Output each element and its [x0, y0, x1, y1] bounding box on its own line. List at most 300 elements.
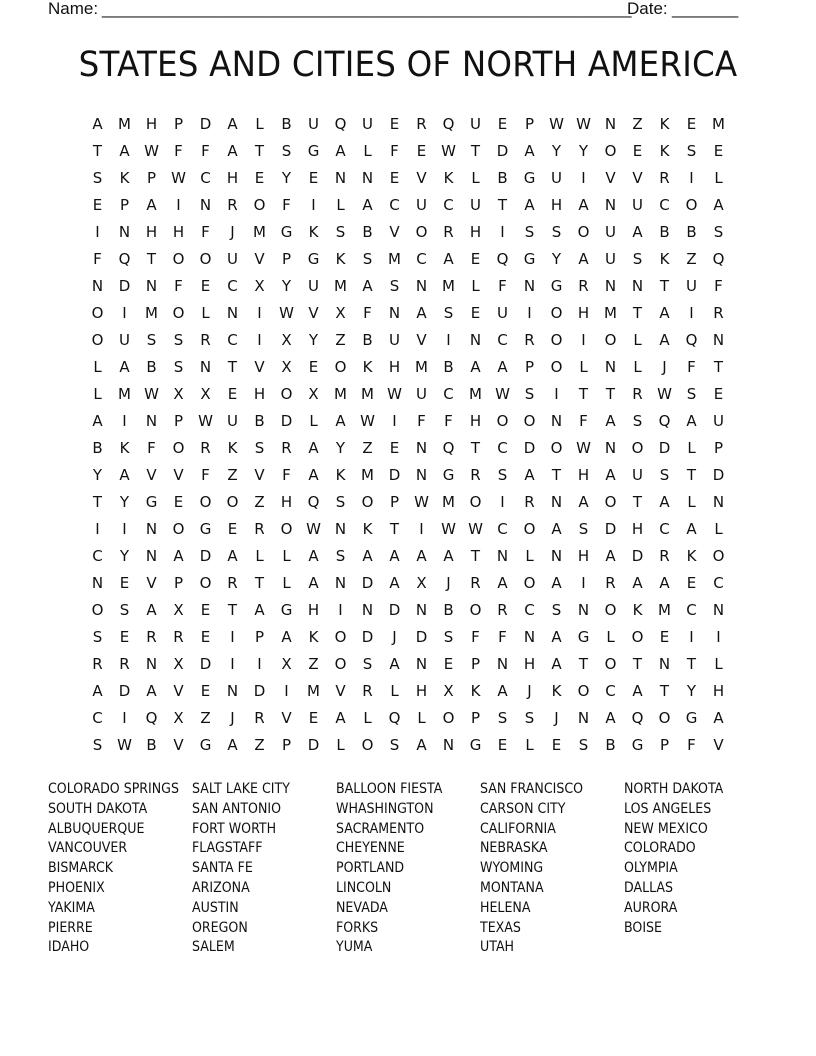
grid-letter[interactable]: R	[200, 331, 211, 349]
grid-letter[interactable]: W	[144, 385, 159, 403]
grid-letter[interactable]: O	[604, 601, 617, 619]
grid-letter[interactable]: E	[713, 142, 724, 160]
grid-letter[interactable]: O	[523, 574, 536, 592]
grid-letter[interactable]: G	[307, 142, 320, 160]
grid-letter[interactable]: T	[254, 142, 265, 160]
grid-letter[interactable]: E	[389, 115, 400, 133]
grid-letter[interactable]: O	[172, 520, 185, 538]
grid-letter[interactable]: Z	[362, 439, 373, 457]
grid-letter[interactable]: I	[122, 709, 127, 727]
grid-letter[interactable]: U	[632, 466, 643, 484]
grid-letter[interactable]: N	[550, 547, 563, 565]
grid-letter[interactable]: S	[578, 520, 589, 538]
grid-letter[interactable]: A	[227, 736, 238, 754]
grid-letter[interactable]: A	[227, 142, 238, 160]
grid-letter[interactable]: E	[497, 115, 508, 133]
grid-letter[interactable]: A	[389, 574, 400, 592]
grid-letter[interactable]: L	[282, 547, 291, 565]
grid-letter[interactable]: N	[145, 547, 158, 565]
grid-letter[interactable]: T	[578, 385, 589, 403]
grid-letter[interactable]: X	[281, 655, 292, 673]
grid-letter[interactable]: M	[469, 385, 482, 403]
grid-letter[interactable]: L	[255, 115, 264, 133]
grid-letter[interactable]: D	[712, 466, 725, 484]
grid-letter[interactable]: D	[199, 115, 212, 133]
grid-letter[interactable]: U	[605, 250, 616, 268]
grid-letter[interactable]: V	[308, 304, 319, 322]
grid-letter[interactable]: P	[146, 169, 157, 187]
grid-letter[interactable]: S	[524, 385, 535, 403]
grid-letter[interactable]: U	[416, 196, 427, 214]
grid-letter[interactable]: N	[712, 331, 725, 349]
grid-letter[interactable]: M	[334, 385, 347, 403]
grid-letter[interactable]: K	[335, 466, 346, 484]
grid-letter[interactable]: M	[361, 466, 374, 484]
grid-letter[interactable]: X	[281, 358, 292, 376]
grid-letter[interactable]: T	[632, 304, 643, 322]
grid-letter[interactable]: J	[230, 709, 235, 727]
grid-letter[interactable]: T	[578, 655, 589, 673]
grid-letter[interactable]: L	[93, 385, 102, 403]
grid-letter[interactable]: Y	[281, 169, 292, 187]
grid-letter[interactable]: R	[254, 520, 265, 538]
grid-letter[interactable]: G	[523, 250, 536, 268]
grid-letter[interactable]: S	[254, 439, 265, 457]
grid-letter[interactable]: A	[470, 358, 481, 376]
grid-letter[interactable]: O	[199, 574, 212, 592]
grid-letter[interactable]: W	[198, 412, 213, 430]
grid-letter[interactable]: U	[686, 277, 697, 295]
grid-letter[interactable]: B	[443, 358, 454, 376]
grid-letter[interactable]: E	[308, 169, 319, 187]
grid-letter[interactable]: A	[416, 736, 427, 754]
grid-letter[interactable]: N	[334, 169, 347, 187]
grid-letter[interactable]: P	[659, 736, 670, 754]
grid-letter[interactable]: U	[308, 277, 319, 295]
grid-letter[interactable]: E	[200, 682, 211, 700]
grid-letter[interactable]: F	[93, 250, 102, 268]
grid-letter[interactable]: Y	[308, 331, 319, 349]
grid-letter[interactable]: I	[311, 196, 316, 214]
grid-letter[interactable]: Y	[335, 439, 346, 457]
grid-letter[interactable]: J	[662, 358, 667, 376]
grid-letter[interactable]: R	[281, 439, 292, 457]
grid-letter[interactable]: E	[470, 250, 481, 268]
grid-letter[interactable]: D	[199, 547, 212, 565]
grid-letter[interactable]: C	[92, 709, 103, 727]
grid-letter[interactable]: R	[524, 493, 535, 511]
grid-letter[interactable]: I	[230, 628, 235, 646]
grid-letter[interactable]: A	[713, 196, 724, 214]
grid-letter[interactable]: H	[280, 493, 293, 511]
grid-letter[interactable]: A	[686, 520, 697, 538]
grid-letter[interactable]: D	[118, 277, 131, 295]
grid-letter[interactable]: A	[119, 142, 130, 160]
grid-letter[interactable]: E	[713, 385, 724, 403]
grid-letter[interactable]: F	[471, 628, 480, 646]
name-blank-line[interactable]: ________________________________________________________	[102, 0, 632, 18]
grid-letter[interactable]: V	[335, 682, 346, 700]
grid-letter[interactable]: Q	[658, 412, 671, 430]
grid-letter[interactable]: O	[631, 439, 644, 457]
grid-letter[interactable]: A	[659, 493, 670, 511]
grid-letter[interactable]: P	[389, 493, 400, 511]
grid-letter[interactable]: A	[659, 304, 670, 322]
grid-letter[interactable]: J	[446, 574, 451, 592]
grid-letter[interactable]: L	[363, 142, 372, 160]
grid-letter[interactable]: L	[282, 574, 291, 592]
grid-letter[interactable]: O	[172, 304, 185, 322]
grid-letter[interactable]: O	[415, 223, 428, 241]
grid-letter[interactable]: L	[471, 169, 480, 187]
grid-letter[interactable]: L	[633, 331, 642, 349]
grid-letter[interactable]: A	[308, 439, 319, 457]
grid-letter[interactable]: F	[579, 412, 588, 430]
grid-letter[interactable]: R	[227, 196, 238, 214]
grid-letter[interactable]: E	[389, 439, 400, 457]
grid-letter[interactable]: K	[362, 358, 373, 376]
grid-letter[interactable]: W	[468, 520, 483, 538]
grid-letter[interactable]: O	[91, 331, 104, 349]
grid-letter[interactable]: G	[631, 736, 644, 754]
grid-letter[interactable]: O	[172, 439, 185, 457]
grid-letter[interactable]: T	[254, 574, 265, 592]
grid-letter[interactable]: U	[389, 331, 400, 349]
grid-letter[interactable]: I	[581, 574, 586, 592]
grid-letter[interactable]: I	[95, 520, 100, 538]
grid-letter[interactable]: X	[173, 601, 184, 619]
grid-letter[interactable]: H	[631, 520, 644, 538]
grid-letter[interactable]: J	[554, 709, 559, 727]
grid-letter[interactable]: F	[147, 439, 156, 457]
grid-letter[interactable]: Z	[632, 115, 643, 133]
grid-letter[interactable]: O	[253, 196, 266, 214]
grid-letter[interactable]: C	[659, 520, 670, 538]
grid-letter[interactable]: O	[172, 250, 185, 268]
grid-letter[interactable]: V	[632, 169, 643, 187]
grid-letter[interactable]: U	[119, 331, 130, 349]
grid-letter[interactable]: B	[605, 736, 616, 754]
grid-letter[interactable]: S	[659, 466, 670, 484]
grid-letter[interactable]: I	[257, 331, 262, 349]
grid-letter[interactable]: B	[362, 331, 373, 349]
grid-letter[interactable]: W	[117, 736, 132, 754]
grid-letter[interactable]: C	[443, 196, 454, 214]
grid-letter[interactable]: O	[226, 493, 239, 511]
grid-letter[interactable]: S	[443, 628, 454, 646]
grid-letter[interactable]: S	[362, 250, 373, 268]
grid-letter[interactable]: L	[525, 736, 534, 754]
grid-letter[interactable]: W	[657, 385, 672, 403]
grid-letter[interactable]: R	[146, 628, 157, 646]
grid-letter[interactable]: H	[388, 358, 401, 376]
grid-letter[interactable]: W	[576, 439, 591, 457]
grid-letter[interactable]: S	[524, 223, 535, 241]
grid-letter[interactable]: C	[659, 196, 670, 214]
grid-letter[interactable]: E	[443, 655, 454, 673]
grid-letter[interactable]: R	[632, 385, 643, 403]
grid-letter[interactable]: S	[632, 412, 643, 430]
grid-letter[interactable]: N	[604, 439, 617, 457]
grid-letter[interactable]: A	[308, 466, 319, 484]
grid-letter[interactable]: N	[199, 358, 212, 376]
grid-letter[interactable]: A	[308, 547, 319, 565]
grid-letter[interactable]: A	[362, 277, 373, 295]
grid-letter[interactable]: N	[415, 439, 428, 457]
grid-letter[interactable]: N	[712, 601, 725, 619]
grid-letter[interactable]: N	[145, 277, 158, 295]
grid-letter[interactable]: R	[227, 574, 238, 592]
grid-letter[interactable]: N	[91, 277, 104, 295]
grid-letter[interactable]: S	[92, 628, 103, 646]
grid-letter[interactable]: I	[500, 493, 505, 511]
grid-letter[interactable]: Q	[442, 115, 455, 133]
grid-letter[interactable]: M	[253, 223, 266, 241]
grid-letter[interactable]: W	[360, 412, 375, 430]
grid-letter[interactable]: S	[335, 223, 346, 241]
grid-letter[interactable]: F	[687, 358, 696, 376]
grid-letter[interactable]: U	[227, 412, 238, 430]
grid-letter[interactable]: C	[416, 250, 427, 268]
grid-letter[interactable]: Q	[334, 115, 347, 133]
grid-letter[interactable]: L	[363, 709, 372, 727]
grid-letter[interactable]: T	[227, 358, 238, 376]
grid-letter[interactable]: C	[227, 277, 238, 295]
grid-letter[interactable]: S	[389, 277, 400, 295]
grid-letter[interactable]: E	[119, 628, 130, 646]
grid-letter[interactable]: O	[469, 601, 482, 619]
grid-letter[interactable]: K	[335, 250, 346, 268]
grid-letter[interactable]: Y	[92, 466, 103, 484]
grid-letter[interactable]: I	[446, 331, 451, 349]
grid-letter[interactable]: K	[686, 547, 697, 565]
grid-letter[interactable]: M	[307, 682, 320, 700]
grid-letter[interactable]: H	[253, 385, 266, 403]
grid-letter[interactable]: D	[415, 628, 428, 646]
grid-letter[interactable]: U	[551, 169, 562, 187]
grid-letter[interactable]: R	[659, 169, 670, 187]
grid-letter[interactable]: E	[497, 736, 508, 754]
grid-letter[interactable]: N	[334, 574, 347, 592]
grid-letter[interactable]: A	[443, 547, 454, 565]
grid-letter[interactable]: Q	[631, 709, 644, 727]
grid-letter[interactable]: V	[146, 466, 157, 484]
grid-letter[interactable]: B	[281, 115, 292, 133]
grid-letter[interactable]: N	[118, 223, 131, 241]
grid-letter[interactable]: A	[686, 412, 697, 430]
grid-letter[interactable]: O	[91, 601, 104, 619]
grid-letter[interactable]: V	[173, 682, 184, 700]
grid-letter[interactable]: U	[713, 412, 724, 430]
grid-letter[interactable]: A	[632, 574, 643, 592]
grid-letter[interactable]: O	[523, 412, 536, 430]
grid-letter[interactable]: I	[338, 601, 343, 619]
grid-letter[interactable]: M	[145, 304, 158, 322]
grid-letter[interactable]: A	[173, 547, 184, 565]
grid-letter[interactable]: N	[496, 547, 509, 565]
grid-letter[interactable]: A	[524, 142, 535, 160]
grid-letter[interactable]: X	[173, 385, 184, 403]
grid-letter[interactable]: N	[442, 736, 455, 754]
grid-letter[interactable]: O	[496, 412, 509, 430]
grid-letter[interactable]: A	[227, 115, 238, 133]
grid-letter[interactable]: F	[201, 223, 210, 241]
grid-letter[interactable]: S	[335, 493, 346, 511]
grid-letter[interactable]: F	[498, 628, 507, 646]
grid-letter[interactable]: Q	[388, 709, 401, 727]
grid-letter[interactable]: S	[497, 709, 508, 727]
grid-letter[interactable]: Q	[712, 250, 725, 268]
grid-letter[interactable]: F	[498, 277, 507, 295]
grid-letter[interactable]: A	[146, 196, 157, 214]
grid-letter[interactable]: X	[335, 304, 346, 322]
grid-letter[interactable]: V	[146, 574, 157, 592]
grid-letter[interactable]: U	[362, 115, 373, 133]
grid-letter[interactable]: A	[254, 601, 265, 619]
grid-letter[interactable]: G	[307, 250, 320, 268]
grid-letter[interactable]: W	[414, 493, 429, 511]
grid-letter[interactable]: Q	[118, 250, 131, 268]
grid-letter[interactable]: C	[443, 385, 454, 403]
grid-letter[interactable]: Z	[254, 493, 265, 511]
grid-letter[interactable]: B	[92, 439, 103, 457]
grid-letter[interactable]: I	[230, 655, 235, 673]
grid-letter[interactable]: H	[469, 223, 482, 241]
grid-letter[interactable]: N	[550, 493, 563, 511]
grid-letter[interactable]: S	[497, 466, 508, 484]
grid-letter[interactable]: C	[497, 331, 508, 349]
grid-letter[interactable]: O	[334, 358, 347, 376]
grid-letter[interactable]: D	[361, 628, 374, 646]
grid-letter[interactable]: W	[441, 520, 456, 538]
grid-letter[interactable]: A	[578, 250, 589, 268]
grid-letter[interactable]: E	[200, 601, 211, 619]
grid-letter[interactable]: L	[471, 277, 480, 295]
grid-letter[interactable]: S	[632, 250, 643, 268]
grid-letter[interactable]: O	[712, 547, 725, 565]
grid-letter[interactable]: N	[226, 682, 239, 700]
grid-letter[interactable]: E	[92, 196, 103, 214]
grid-letter[interactable]: Y	[551, 250, 562, 268]
grid-letter[interactable]: E	[254, 169, 265, 187]
grid-letter[interactable]: N	[469, 331, 482, 349]
grid-letter[interactable]: B	[659, 223, 670, 241]
grid-letter[interactable]: C	[686, 601, 697, 619]
grid-letter[interactable]: A	[146, 682, 157, 700]
grid-letter[interactable]: P	[470, 709, 481, 727]
grid-letter[interactable]: A	[524, 196, 535, 214]
grid-letter[interactable]: T	[497, 196, 508, 214]
grid-letter[interactable]: I	[689, 304, 694, 322]
grid-letter[interactable]: C	[92, 547, 103, 565]
grid-letter[interactable]: I	[581, 331, 586, 349]
grid-letter[interactable]: I	[554, 385, 559, 403]
grid-letter[interactable]: K	[659, 115, 670, 133]
grid-letter[interactable]: K	[659, 142, 670, 160]
grid-letter[interactable]: O	[685, 196, 698, 214]
grid-letter[interactable]: L	[336, 736, 345, 754]
grid-letter[interactable]: U	[227, 250, 238, 268]
grid-letter[interactable]: N	[550, 412, 563, 430]
grid-letter[interactable]: S	[578, 736, 589, 754]
grid-letter[interactable]: P	[173, 115, 184, 133]
grid-letter[interactable]: E	[308, 709, 319, 727]
grid-letter[interactable]: Z	[227, 466, 238, 484]
grid-letter[interactable]: D	[604, 520, 617, 538]
grid-letter[interactable]: F	[174, 142, 183, 160]
grid-letter[interactable]: E	[200, 277, 211, 295]
grid-letter[interactable]: V	[173, 736, 184, 754]
grid-letter[interactable]: V	[416, 169, 427, 187]
grid-letter[interactable]: V	[605, 169, 616, 187]
grid-letter[interactable]: P	[173, 412, 184, 430]
grid-letter[interactable]: S	[335, 547, 346, 565]
grid-letter[interactable]: T	[713, 358, 724, 376]
grid-letter[interactable]: L	[525, 547, 534, 565]
grid-letter[interactable]: L	[93, 358, 102, 376]
grid-letter[interactable]: O	[280, 385, 293, 403]
grid-letter[interactable]: G	[280, 223, 293, 241]
grid-letter[interactable]: P	[713, 439, 724, 457]
grid-letter[interactable]: S	[281, 142, 292, 160]
grid-letter[interactable]: I	[257, 655, 262, 673]
grid-letter[interactable]: V	[254, 358, 265, 376]
grid-letter[interactable]: V	[713, 736, 724, 754]
grid-letter[interactable]: C	[227, 331, 238, 349]
grid-letter[interactable]: A	[497, 358, 508, 376]
grid-letter[interactable]: R	[659, 547, 670, 565]
grid-letter[interactable]: A	[416, 547, 427, 565]
grid-letter[interactable]: I	[581, 169, 586, 187]
grid-letter[interactable]: Z	[686, 250, 697, 268]
grid-letter[interactable]: A	[578, 196, 589, 214]
grid-letter[interactable]: O	[361, 493, 374, 511]
grid-letter[interactable]: S	[389, 736, 400, 754]
grid-letter[interactable]: W	[549, 115, 564, 133]
grid-letter[interactable]: S	[173, 358, 184, 376]
grid-letter[interactable]: F	[687, 736, 696, 754]
grid-letter[interactable]: O	[631, 628, 644, 646]
grid-letter[interactable]: K	[470, 682, 481, 700]
grid-letter[interactable]: N	[496, 655, 509, 673]
grid-letter[interactable]: F	[201, 142, 210, 160]
grid-letter[interactable]: F	[714, 277, 723, 295]
grid-letter[interactable]: G	[523, 169, 536, 187]
grid-letter[interactable]: N	[145, 655, 158, 673]
grid-letter[interactable]: V	[173, 466, 184, 484]
grid-letter[interactable]: W	[171, 169, 186, 187]
grid-letter[interactable]: E	[200, 628, 211, 646]
grid-letter[interactable]: S	[362, 655, 373, 673]
grid-letter[interactable]: K	[443, 169, 454, 187]
grid-letter[interactable]: P	[524, 115, 535, 133]
grid-letter[interactable]: T	[659, 682, 670, 700]
grid-letter[interactable]: X	[443, 682, 454, 700]
grid-letter[interactable]: N	[604, 277, 617, 295]
grid-letter[interactable]: T	[686, 466, 697, 484]
grid-letter[interactable]: X	[308, 385, 319, 403]
grid-letter[interactable]: D	[361, 574, 374, 592]
grid-letter[interactable]: R	[470, 466, 481, 484]
grid-letter[interactable]: A	[605, 547, 616, 565]
grid-letter[interactable]: M	[442, 277, 455, 295]
grid-letter[interactable]: E	[389, 169, 400, 187]
grid-letter[interactable]: F	[390, 142, 399, 160]
grid-letter[interactable]: L	[201, 304, 210, 322]
grid-letter[interactable]: U	[632, 196, 643, 214]
grid-letter[interactable]: A	[659, 574, 670, 592]
grid-letter[interactable]: G	[577, 628, 590, 646]
